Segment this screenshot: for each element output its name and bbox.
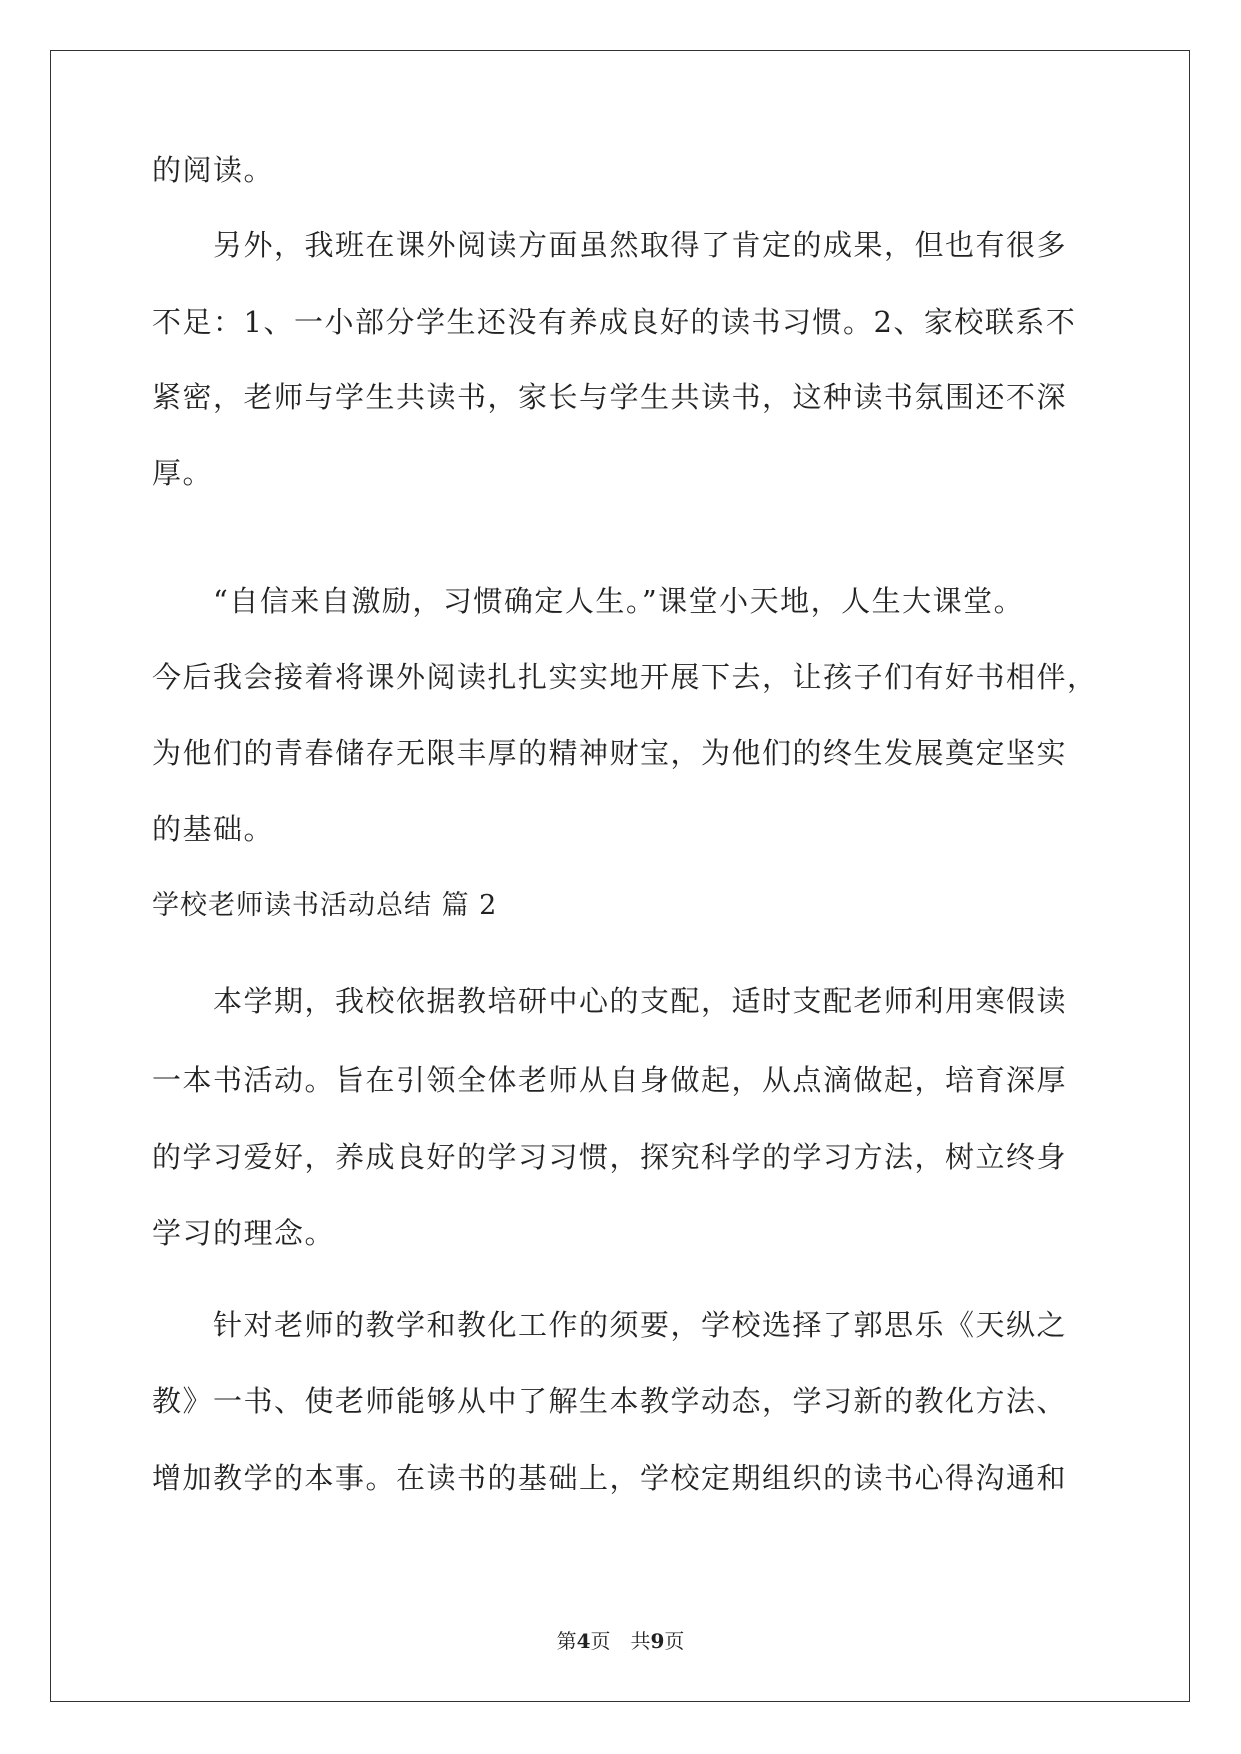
text-line: 今后我会接着将课外阅读扎扎实实地开展下去，让孩子们有好书相伴，	[152, 660, 1098, 694]
footer-prefix: 第	[556, 1629, 577, 1653]
text-line: 的阅读。	[152, 153, 275, 187]
text-line: 紧密，老师与学生共读书，家长与学生共读书，这种读书氛围还不深	[152, 380, 1068, 414]
total-page-number: 9	[650, 1629, 665, 1653]
page-footer	[0, 1627, 1241, 1655]
text-line: 一本书活动。旨在引领全体老师从自身做起，从点滴做起，培育深厚	[152, 1063, 1068, 1097]
text-line: 增加教学的本事。在读书的基础上，学校定期组织的读书心得沟通和	[152, 1461, 1068, 1495]
footer-suffix: 页	[664, 1629, 685, 1653]
text-line: 教》一书、使老师能够从中了解生本教学动态，学习新的教化方法、	[152, 1384, 1068, 1418]
page-border	[50, 50, 1190, 1702]
text-line: “自信来自激励，习惯确定人生。”课堂小天地，人生大课堂。	[152, 584, 1025, 618]
text-line: 另外，我班在课外阅读方面虽然取得了肯定的成果，但也有很多	[152, 228, 1068, 262]
text-line: 厚。	[152, 456, 214, 490]
section-heading: 学校老师读书活动总结 篇 2	[152, 890, 498, 921]
text-line: 不足：1、一小部分学生还没有养成良好的读书习惯。2、家校联系不	[152, 305, 1077, 339]
footer-middle: 页 共	[590, 1629, 651, 1653]
text-line: 本学期，我校依据教培研中心的支配，适时支配老师利用寒假读	[152, 984, 1068, 1018]
text-line: 针对老师的教学和教化工作的须要，学校选择了郭思乐《天纵之	[152, 1308, 1068, 1342]
current-page-number: 4	[576, 1629, 591, 1653]
text-line: 的基础。	[152, 812, 275, 846]
text-line: 的学习爱好，养成良好的学习习惯，探究科学的学习方法，树立终身	[152, 1140, 1068, 1174]
text-line: 学习的理念。	[152, 1216, 336, 1250]
text-line: 为他们的青春储存无限丰厚的精神财宝，为他们的终生发展奠定坚实	[152, 736, 1068, 770]
